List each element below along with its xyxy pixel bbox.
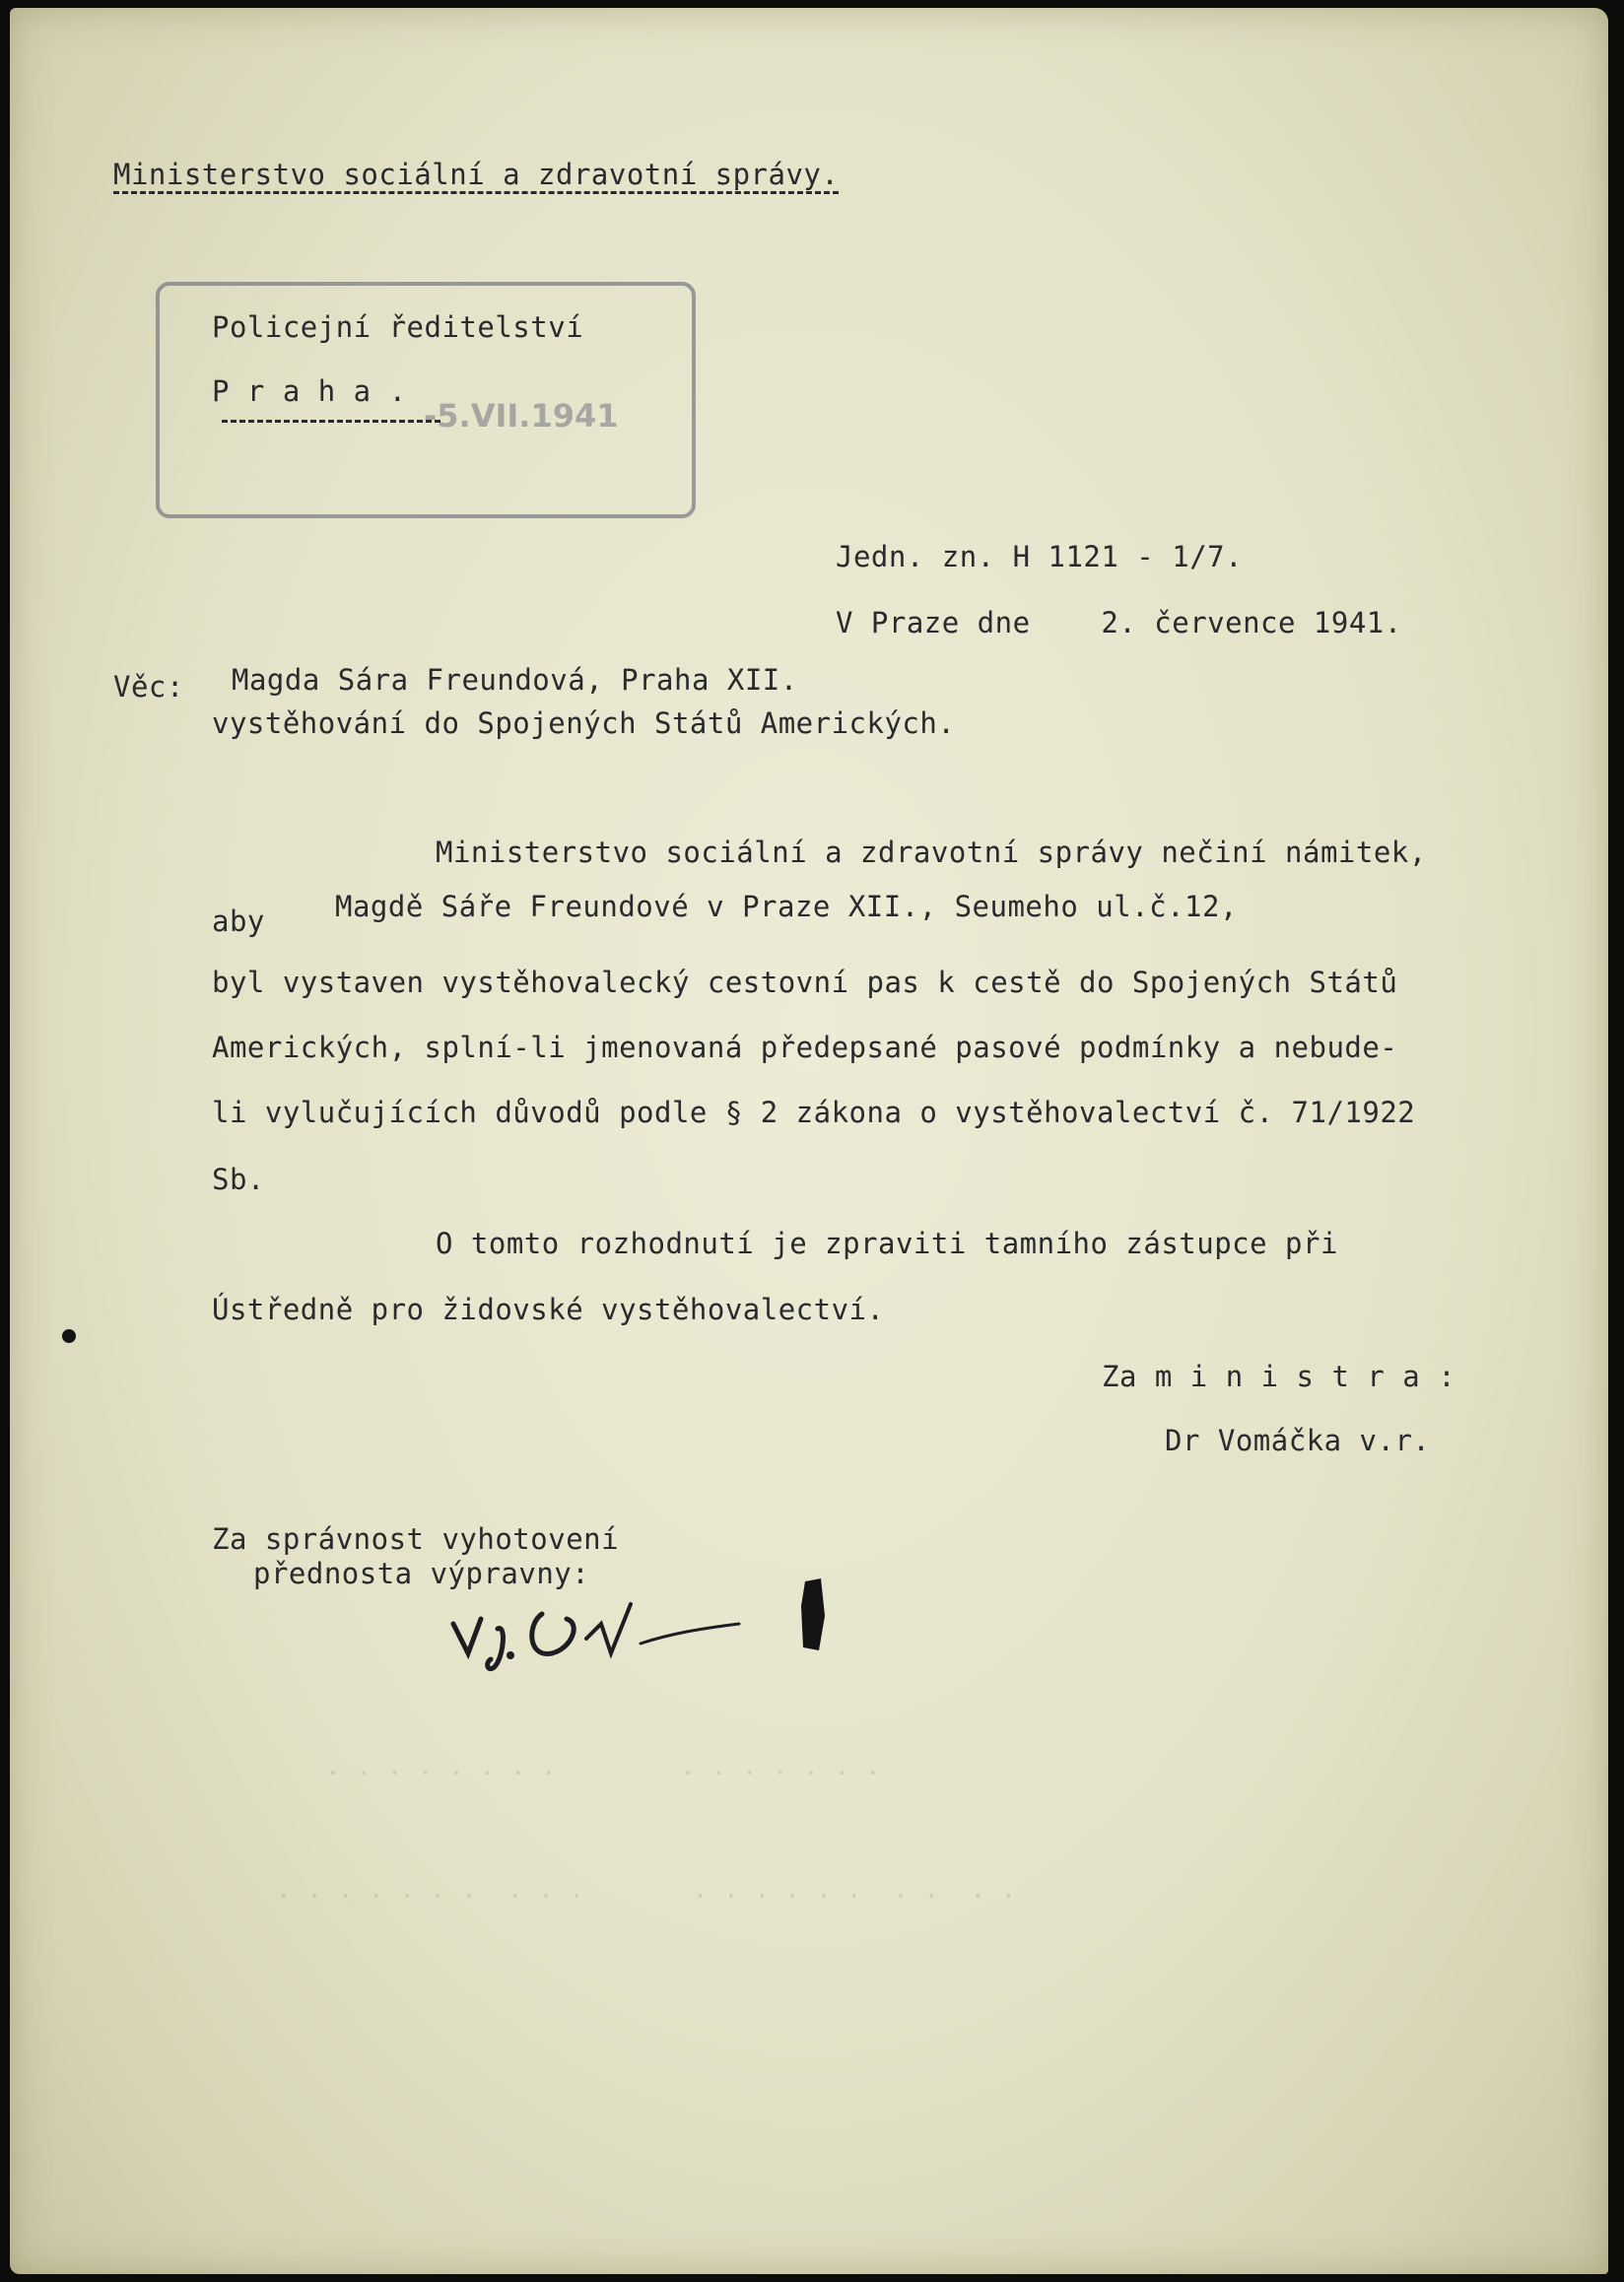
document-date: V Praze dne 2. července 1941.	[836, 606, 1402, 639]
for-minister: Za m i n i s t r a :	[1102, 1360, 1456, 1393]
signatory-name: Dr Vomáčka v.r.	[1165, 1424, 1431, 1457]
address-line-2: P r a h a .	[212, 374, 407, 408]
body-p2-line-1: O tomto rozhodnutí je zpraviti tamního zástupce při	[436, 1227, 1338, 1260]
certification-line-1: Za správnost vyhotovení	[212, 1522, 620, 1556]
subject-label: Věc:	[113, 670, 184, 704]
reverse-side-show-through: . . . . . . . . . . . . . . .	[325, 1752, 881, 1781]
certification-line-2: přednosta výpravny:	[253, 1557, 590, 1590]
body-p1-aby: aby	[212, 905, 265, 938]
body-p1-line-2: Magdě Sáře Freundové v Praze XII., Seumeho ul.č.12,	[335, 890, 1238, 923]
stamp-date: -5.VII.1941	[424, 397, 619, 435]
body-p1-line-4: Amerických, splní-li jmenovaná předepsané pasové podmínky a nebude-	[212, 1031, 1398, 1064]
handwritten-signature	[443, 1584, 759, 1683]
body-p1-line-1: Ministerstvo sociální a zdravotní správy nečiní námitek,	[436, 836, 1427, 869]
address-line-1: Policejní ředitelství	[212, 310, 584, 344]
ink-dot	[59, 1326, 79, 1346]
subject-line-2: vystěhování do Spojených Států Amerických.	[212, 706, 956, 740]
body-p1-line-6: Sb.	[212, 1163, 265, 1196]
body-p1-line-5: li vylučujících důvodů podle § 2 zákona o vystěhovalectví č. 71/1922	[212, 1096, 1416, 1129]
body-p2-line-2: Ústředně pro židovské vystěhovalectví.	[212, 1293, 885, 1326]
ministry-header: Ministerstvo sociální a zdravotní správy.	[113, 158, 840, 191]
reverse-side-show-through-2: . . . . . . . . . . . . . . . . . . . .	[276, 1875, 1017, 1905]
address-underline	[222, 420, 440, 423]
body-p1-line-3: byl vystaven vystěhovalecký cestovní pas k cestě do Spojených Států	[212, 966, 1398, 999]
reference-number: Jedn. zn. H 1121 - 1/7.	[836, 540, 1244, 573]
subject-line-1: Magda Sára Freundová, Praha XII.	[232, 663, 798, 697]
ink-blot	[793, 1577, 833, 1655]
document-page	[10, 8, 1608, 2274]
